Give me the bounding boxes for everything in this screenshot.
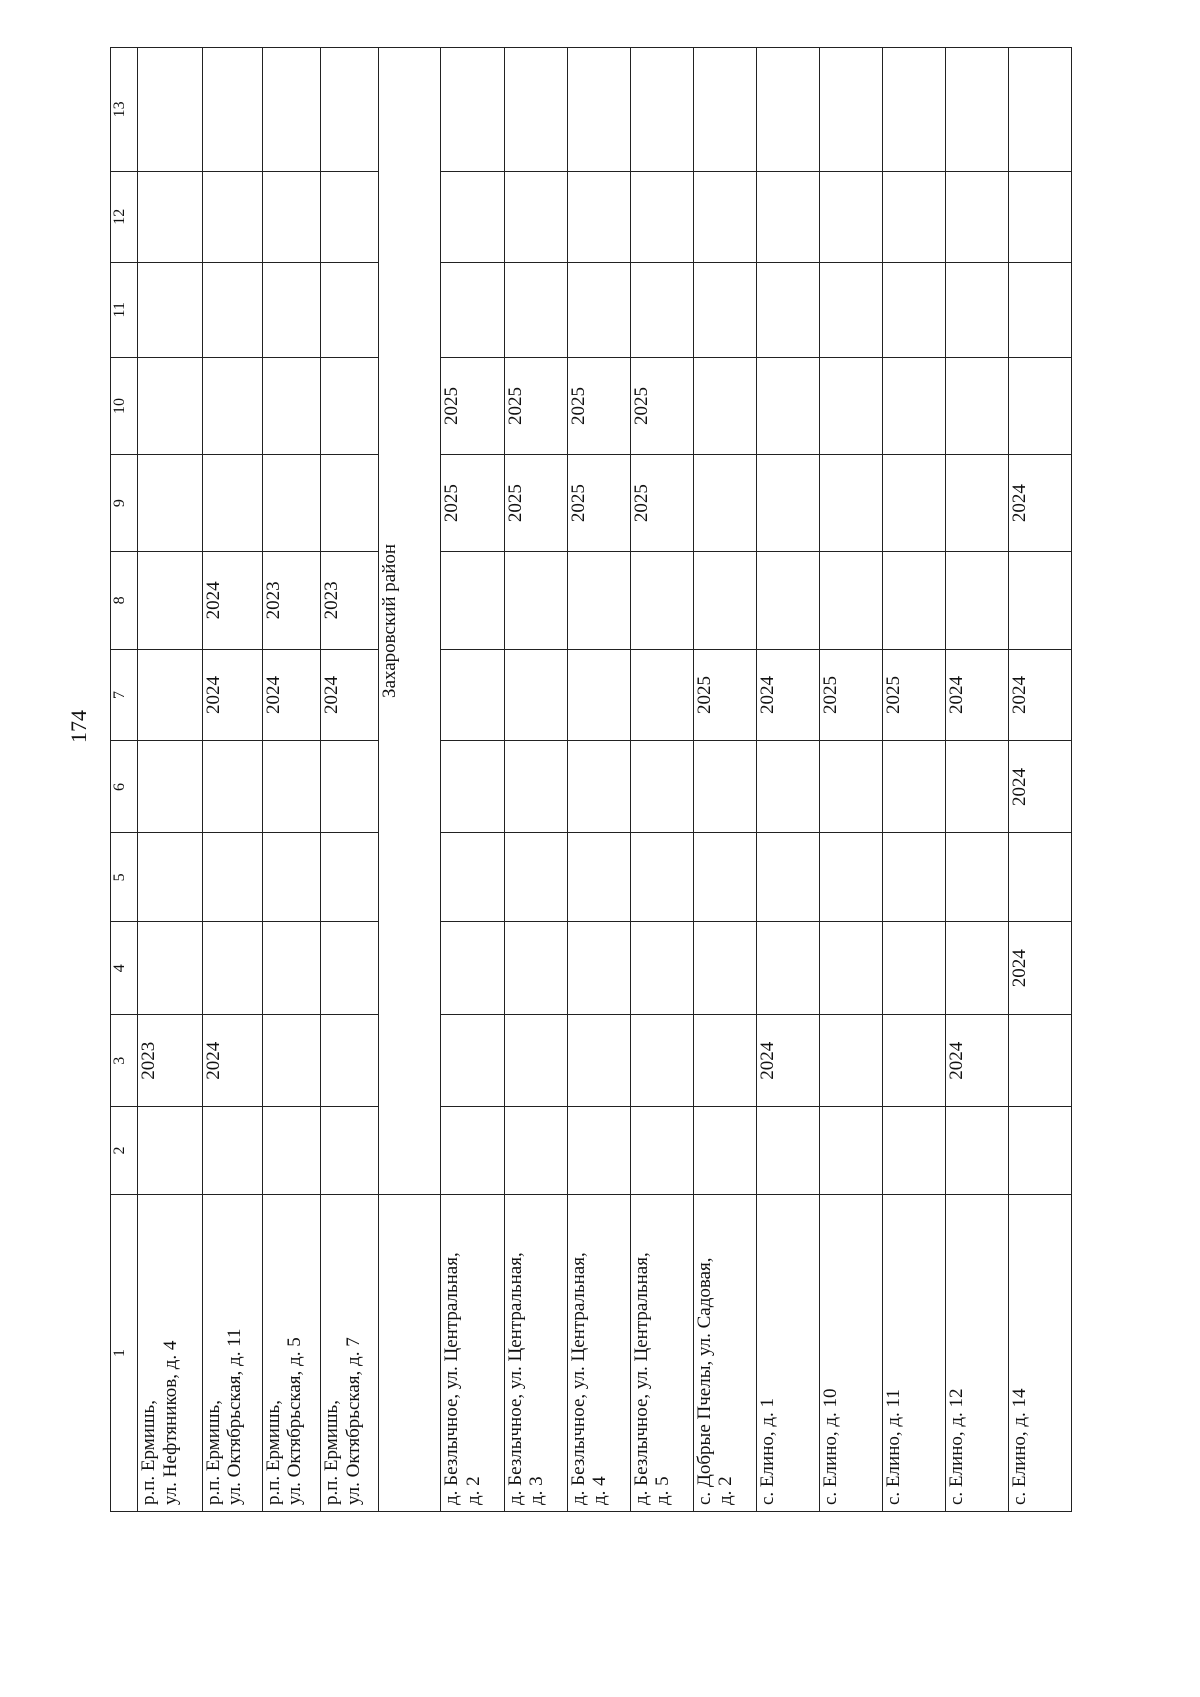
year-cell [567,1107,630,1195]
year-cell [138,552,202,649]
address-line: р.п. Ермишь, [202,1400,224,1505]
year-cell [945,922,1008,1015]
year-cell [693,48,756,172]
year-cell [693,552,756,649]
year-cell [504,922,567,1015]
year-cell [567,171,630,262]
year-cell [693,1107,756,1195]
year-cell: 2024 [202,649,262,741]
year-cell [756,48,819,172]
year-cell [945,455,1008,552]
address-line: ул. Нефтяников, д. 4 [160,1340,182,1505]
year-cell [262,1015,321,1107]
year-cell [441,552,504,649]
year-cell [630,1107,693,1195]
year-cell [441,922,504,1015]
year-cell [567,1015,630,1107]
district-row [379,48,441,1512]
address-cell [1008,1194,1071,1511]
year-cell: 2025 [504,455,567,552]
address-line: ул. Октябрьская, д. 11 [224,1328,246,1505]
year-cell [693,1015,756,1107]
year-cell: 2024 [321,649,379,741]
year-cell [202,48,262,172]
year-cell: 2024 [1008,922,1071,1015]
year-cell: 2024 [202,552,262,649]
table-row [1008,48,1071,1512]
year-cell: 2025 [504,357,567,454]
year-cell [441,1015,504,1107]
year-cell [882,833,945,922]
year-cell [202,262,262,357]
year-cell [202,171,262,262]
address-cell [945,1194,1008,1511]
column-header: 7 [111,649,138,741]
year-cell [630,649,693,741]
year-cell: 2024 [756,649,819,741]
year-cell [882,552,945,649]
header-row [111,48,138,1512]
year-cell [945,1107,1008,1195]
year-cell [693,741,756,833]
year-cell [1008,171,1071,262]
year-cell [819,552,882,649]
year-cell [882,1015,945,1107]
year-cell: 2024 [1008,649,1071,741]
address-cell [567,1194,630,1511]
year-cell [321,833,379,922]
column-header: 1 [111,1194,138,1511]
year-cell [567,48,630,172]
year-cell [756,171,819,262]
year-cell [1008,357,1071,454]
year-cell [630,552,693,649]
year-cell [441,48,504,172]
year-cell [882,48,945,172]
year-cell [138,262,202,357]
year-cell [262,741,321,833]
column-header: 12 [111,171,138,262]
year-cell [819,1015,882,1107]
year-cell [819,922,882,1015]
year-cell [321,1015,379,1107]
year-cell: 2025 [630,455,693,552]
table-row [504,48,567,1512]
year-cell [262,48,321,172]
year-cell [262,1107,321,1195]
address-line: д. 3 [526,1476,548,1505]
address-cell [756,1194,819,1511]
year-cell [882,357,945,454]
year-cell [138,1107,202,1195]
year-cell [504,552,567,649]
year-cell: 2024 [756,1015,819,1107]
year-cell [693,833,756,922]
year-cell [819,262,882,357]
address-line: д. Безлычное, ул. Центральная, [441,1252,463,1505]
year-cell [321,357,379,454]
year-cell [693,357,756,454]
address-cell [441,1194,504,1511]
address-line: с. Елино, д. 11 [882,1389,904,1505]
year-cell: 2025 [441,357,504,454]
year-cell [504,48,567,172]
address-line: д. 2 [715,1476,737,1505]
year-cell [945,833,1008,922]
year-cell [262,357,321,454]
table-row [138,48,202,1512]
year-cell: 2023 [321,552,379,649]
address-line: д. 2 [463,1476,485,1505]
year-cell [202,1107,262,1195]
year-cell [630,833,693,922]
year-cell: 2025 [819,649,882,741]
year-cell [138,833,202,922]
year-cell [756,922,819,1015]
table-row [945,48,1008,1512]
year-cell [138,922,202,1015]
year-cell [819,455,882,552]
year-cell [138,649,202,741]
table-row [756,48,819,1512]
year-cell [945,741,1008,833]
year-cell [630,1015,693,1107]
year-cell [945,48,1008,172]
address-line: д. Безлычное, ул. Центральная, [504,1252,526,1505]
year-cell [567,552,630,649]
year-cell [945,262,1008,357]
year-cell: 2025 [630,357,693,454]
register-table [110,47,1072,1512]
address-cell [262,1194,321,1511]
year-cell [882,1107,945,1195]
address-cell [138,1194,202,1511]
year-cell [567,649,630,741]
address-cell [819,1194,882,1511]
year-cell [138,171,202,262]
year-cell [262,833,321,922]
year-cell [504,741,567,833]
year-cell [504,649,567,741]
year-cell [819,1107,882,1195]
year-cell [138,455,202,552]
address-line: р.п. Ермишь, [321,1400,343,1505]
year-cell [945,552,1008,649]
year-cell [262,922,321,1015]
year-cell [756,455,819,552]
year-cell [504,833,567,922]
year-cell [441,741,504,833]
year-cell [945,357,1008,454]
year-cell [630,922,693,1015]
address-line: ул. Октябрьская, д. 5 [284,1337,306,1505]
address-line: с. Елино, д. 12 [945,1388,967,1505]
register-table-container [110,47,1072,1512]
table-row [441,48,504,1512]
address-cell [630,1194,693,1511]
address-cell [202,1194,262,1511]
address-line: с. Елино, д. 14 [1008,1388,1030,1505]
column-header: 8 [111,552,138,649]
year-cell [756,741,819,833]
year-cell [882,171,945,262]
address-line: д. 5 [652,1476,674,1505]
address-line: д. Безлычное, ул. Центральная, [567,1252,589,1505]
column-header: 4 [111,922,138,1015]
year-cell [756,552,819,649]
table-row [262,48,321,1512]
year-cell [441,171,504,262]
year-cell [441,833,504,922]
year-cell [262,455,321,552]
year-cell [202,455,262,552]
address-cell [882,1194,945,1511]
year-cell [1008,48,1071,172]
year-cell: 2024 [945,1015,1008,1107]
address-line: с. Елино, д. 1 [756,1397,778,1505]
year-cell [567,741,630,833]
year-cell [262,262,321,357]
year-cell [1008,1107,1071,1195]
year-cell [441,1107,504,1195]
district-title: Захаровский район [379,48,441,1195]
year-cell [882,741,945,833]
column-header: 6 [111,741,138,833]
table-row [321,48,379,1512]
year-cell [630,262,693,357]
year-cell [756,833,819,922]
year-cell: 2023 [138,1015,202,1107]
table-row [630,48,693,1512]
year-cell [202,833,262,922]
year-cell [321,171,379,262]
year-cell [504,1015,567,1107]
address-line: р.п. Ермишь, [138,1400,160,1505]
year-cell [945,171,1008,262]
table-row [819,48,882,1512]
year-cell [567,262,630,357]
column-header: 3 [111,1015,138,1107]
year-cell [819,833,882,922]
year-cell: 2024 [945,649,1008,741]
table-row [567,48,630,1512]
year-cell [321,922,379,1015]
address-line: ул. Октябрьская, д. 7 [343,1337,365,1505]
year-cell [202,741,262,833]
year-cell [504,171,567,262]
year-cell [202,357,262,454]
year-cell: 2024 [1008,455,1071,552]
year-cell [138,48,202,172]
year-cell: 2024 [262,649,321,741]
year-cell: 2025 [441,455,504,552]
year-cell [882,922,945,1015]
column-header: 13 [111,48,138,172]
district-spacer-cell [379,1194,441,1511]
address-line: с. Елино, д. 10 [819,1388,841,1505]
year-cell [693,922,756,1015]
year-cell [321,48,379,172]
year-cell [756,357,819,454]
year-cell [441,649,504,741]
column-header: 10 [111,357,138,454]
address-cell [693,1194,756,1511]
year-cell: 2024 [1008,741,1071,833]
year-cell [1008,552,1071,649]
year-cell [693,262,756,357]
year-cell: 2024 [202,1015,262,1107]
year-cell: 2025 [567,357,630,454]
year-cell [756,262,819,357]
year-cell [567,833,630,922]
year-cell [262,171,321,262]
year-cell: 2025 [567,455,630,552]
table-row [882,48,945,1512]
year-cell [441,262,504,357]
year-cell [138,357,202,454]
year-cell [321,741,379,833]
year-cell [630,171,693,262]
year-cell [630,48,693,172]
year-cell [321,262,379,357]
address-line: д. Безлычное, ул. Центральная, [630,1252,652,1505]
year-cell [693,455,756,552]
page-number: 174 [66,710,91,743]
year-cell: 2025 [882,649,945,741]
year-cell [1008,1015,1071,1107]
address-cell [321,1194,379,1511]
year-cell [819,357,882,454]
column-header: 9 [111,455,138,552]
address-line: р.п. Ермишь, [262,1400,284,1505]
table-row [202,48,262,1512]
year-cell: 2023 [262,552,321,649]
year-cell [819,48,882,172]
year-cell [756,1107,819,1195]
year-cell [504,1107,567,1195]
year-cell [1008,833,1071,922]
column-header: 11 [111,262,138,357]
year-cell [567,922,630,1015]
year-cell [693,171,756,262]
year-cell [819,171,882,262]
address-cell [504,1194,567,1511]
year-cell [321,455,379,552]
year-cell [882,262,945,357]
year-cell [138,741,202,833]
year-cell [882,455,945,552]
column-header: 5 [111,833,138,922]
year-cell: 2025 [693,649,756,741]
address-line: д. 4 [589,1476,611,1505]
year-cell [504,262,567,357]
table-row [693,48,756,1512]
year-cell [630,741,693,833]
address-line: с. Добрые Пчелы, ул. Садовая, [693,1257,715,1505]
year-cell [819,741,882,833]
year-cell [321,1107,379,1195]
table-body [111,48,1072,1512]
year-cell [202,922,262,1015]
column-header: 2 [111,1107,138,1195]
year-cell [1008,262,1071,357]
